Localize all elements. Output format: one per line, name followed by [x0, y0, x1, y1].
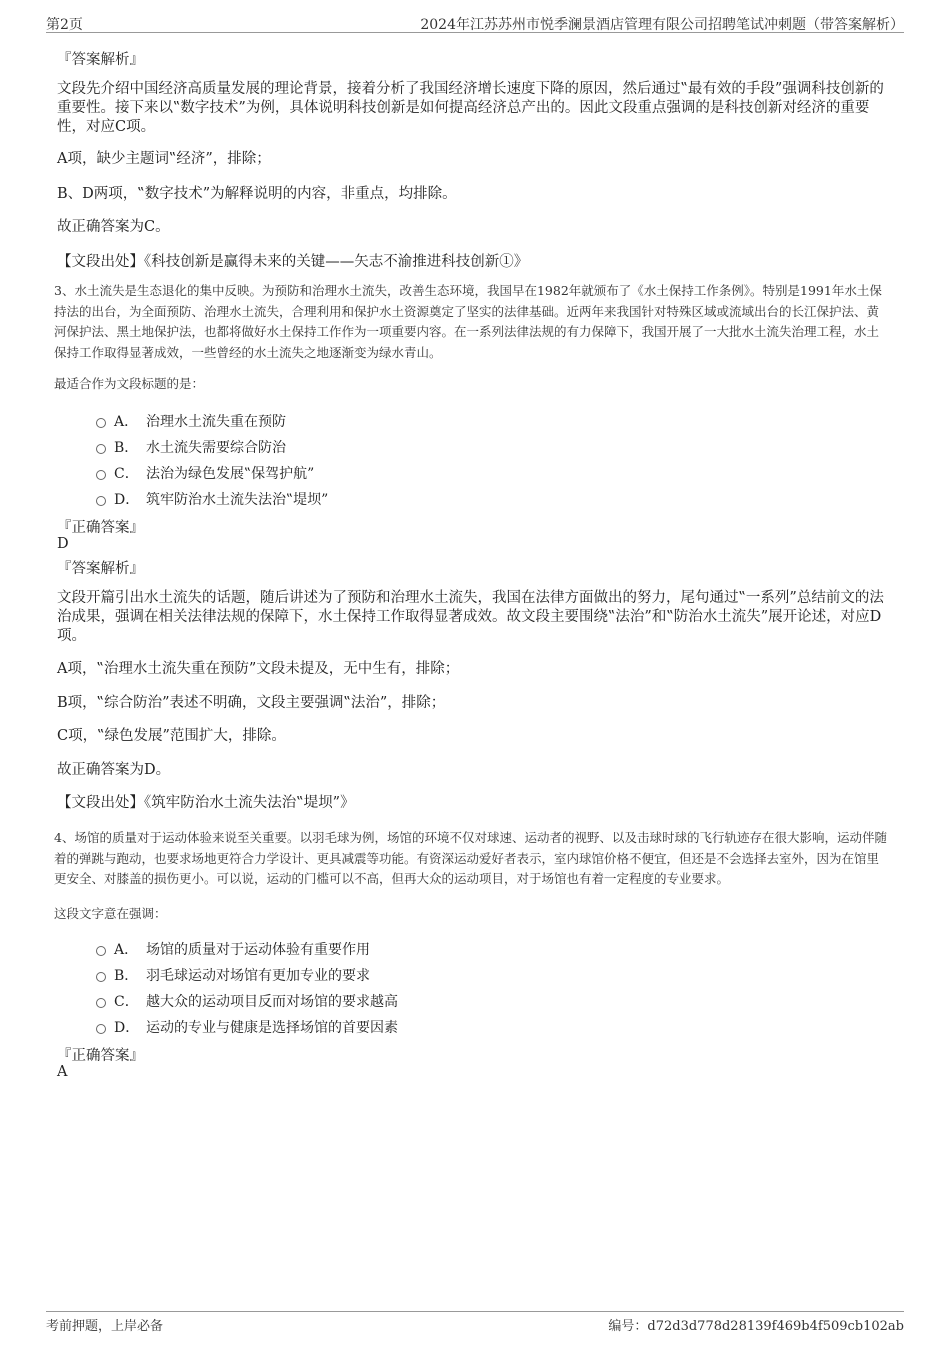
radio-icon[interactable]	[96, 418, 106, 428]
question-3-source: 【文段出处】《筑牢防治水土流失法治‟堤坝”》	[57, 795, 355, 811]
question-3-line-c: C项，‟绿色发展”范围扩大，排除。	[57, 728, 286, 744]
analysis-text: 文段先介绍中国经济高质量发展的理论背景，接着分析了我国经济增长速度下降的原因，然后通过‟最有效的手段”强调科技创新的重要性。接下来以‟数字技术”为例，具体说明科技创新是如何提高经济总产出的。因此文段重点强调的是科技创新对经济的重要性，对应C项。	[57, 81, 884, 135]
question-3-text: 3、水土流失是生态退化的集中反映。为预防和治理水土流失，改善生态环境，我国早在1982年就颁布了《水土保持工作条例》。特别是1991年水土保持法的出台，为全面预防、治理水土流失，合理利用和保护水土资源奠定了坚实的法律基础。近两年来我国针对特殊区域或流域出台的长江保护法、黄河保护法、黑土地保护法，也都将做好水土保持工作作为一项重要内容。在一系列法律法规的有力保障下，我国开展了一大批水土流失治理工程，水土保持工作取得显著成效，一些曾经的水土流失之地逐渐变为绿水青山。	[54, 283, 882, 360]
analysis-line-bd: B、D两项，‟数字技术”为解释说明的内容，非重点，均排除。	[57, 186, 457, 202]
question-3-option-b[interactable]: B． 水土流失需要综合防治	[96, 437, 286, 457]
question-4-option-a[interactable]: A． 场馆的质量对于运动体验有重要作用	[96, 939, 370, 959]
question-3-option-c[interactable]: C． 法治为绿色发展‟保驾护航”	[96, 463, 314, 483]
page-number: 第2页	[46, 17, 83, 33]
question-3-analysis-label: 『答案解析』	[57, 561, 144, 577]
question-3-correct-label: 『正确答案』	[57, 520, 144, 536]
question-3-option-d[interactable]: D． 筑牢防治水土流失法治‟堤坝”	[96, 489, 328, 509]
analysis-label: 『答案解析』	[57, 52, 144, 68]
question-3-option-a[interactable]: A． 治理水土流失重在预防	[96, 411, 286, 431]
question-4-text: 4、场馆的质量对于运动体验来说至关重要。以羽毛球为例，场馆的环境不仅对球速、运动者的视野、以及击球时球的飞行轨迹存在很大影响，运动伴随着的弹跳与跑动，也要求场地更符合力学设计、更具减震等功能。有资深运动爱好者表示，室内球馆价格不便宜，但还是不会选择去室外，因为在馆里更安全、对膝盖的损伤更小。可以说，运动的门槛可以不高，但再大众的运动项目，对于场馆也有着一定程度的专业要求。	[54, 830, 887, 886]
analysis-conclusion: 故正确答案为C。	[57, 219, 170, 235]
question-4-option-d[interactable]: D． 运动的专业与健康是选择场馆的首要因素	[96, 1017, 398, 1037]
radio-icon[interactable]	[96, 496, 106, 506]
footer-slogan: 考前押题，上岸必备	[46, 1319, 164, 1334]
page-header	[46, 12, 904, 33]
question-3-correct-answer: D	[57, 536, 69, 552]
question-3-analysis-text: 文段开篇引出水土流失的话题，随后讲述为了预防和治理水土流失，我国在法律方面做出的努力，尾句通过‟一系列”总结前文的法治成果，强调在相关法律法规的保障下，水土保持工作取得显著成效。故文段主要围绕‟法治”和‟防治水土流失”展开论述，对应D项。	[57, 590, 884, 644]
document-title: 2024年江苏苏州市悦季澜景酒店管理有限公司招聘笔试冲刺题（带答案解析）	[420, 17, 904, 33]
question-4-prompt: 这段文字意在强调：	[54, 906, 167, 921]
radio-icon[interactable]	[96, 946, 106, 956]
question-4-option-c[interactable]: C． 越大众的运动项目反而对场馆的要求越高	[96, 991, 398, 1011]
question-4-option-b[interactable]: B． 羽毛球运动对场馆有更加专业的要求	[96, 965, 370, 985]
question-3-conclusion: 故正确答案为D。	[57, 762, 171, 778]
question-3-prompt: 最适合作为文段标题的是：	[54, 376, 205, 391]
footer-serial: 编号：d72d3d778d28139f469b4f509cb102ab	[608, 1319, 904, 1334]
page-footer	[46, 1311, 904, 1334]
analysis-line-a: A项，缺少主题词‟经济”，排除；	[57, 151, 271, 167]
radio-icon[interactable]	[96, 972, 106, 982]
source-citation: 【文段出处】《科技创新是赢得未来的关键——矢志不渝推进科技创新①》	[57, 254, 529, 270]
question-3-line-b: B项，‟综合防治”表述不明确，文段主要强调‟法治”，排除；	[57, 695, 446, 711]
question-4-correct-label: 『正确答案』	[57, 1048, 144, 1064]
question-4-correct-answer: A	[57, 1064, 68, 1080]
radio-icon[interactable]	[96, 998, 106, 1008]
question-3-line-a: A项，‟治理水土流失重在预防”文段未提及，无中生有，排除；	[57, 661, 460, 677]
radio-icon[interactable]	[96, 444, 106, 454]
radio-icon[interactable]	[96, 1024, 106, 1034]
radio-icon[interactable]	[96, 470, 106, 480]
